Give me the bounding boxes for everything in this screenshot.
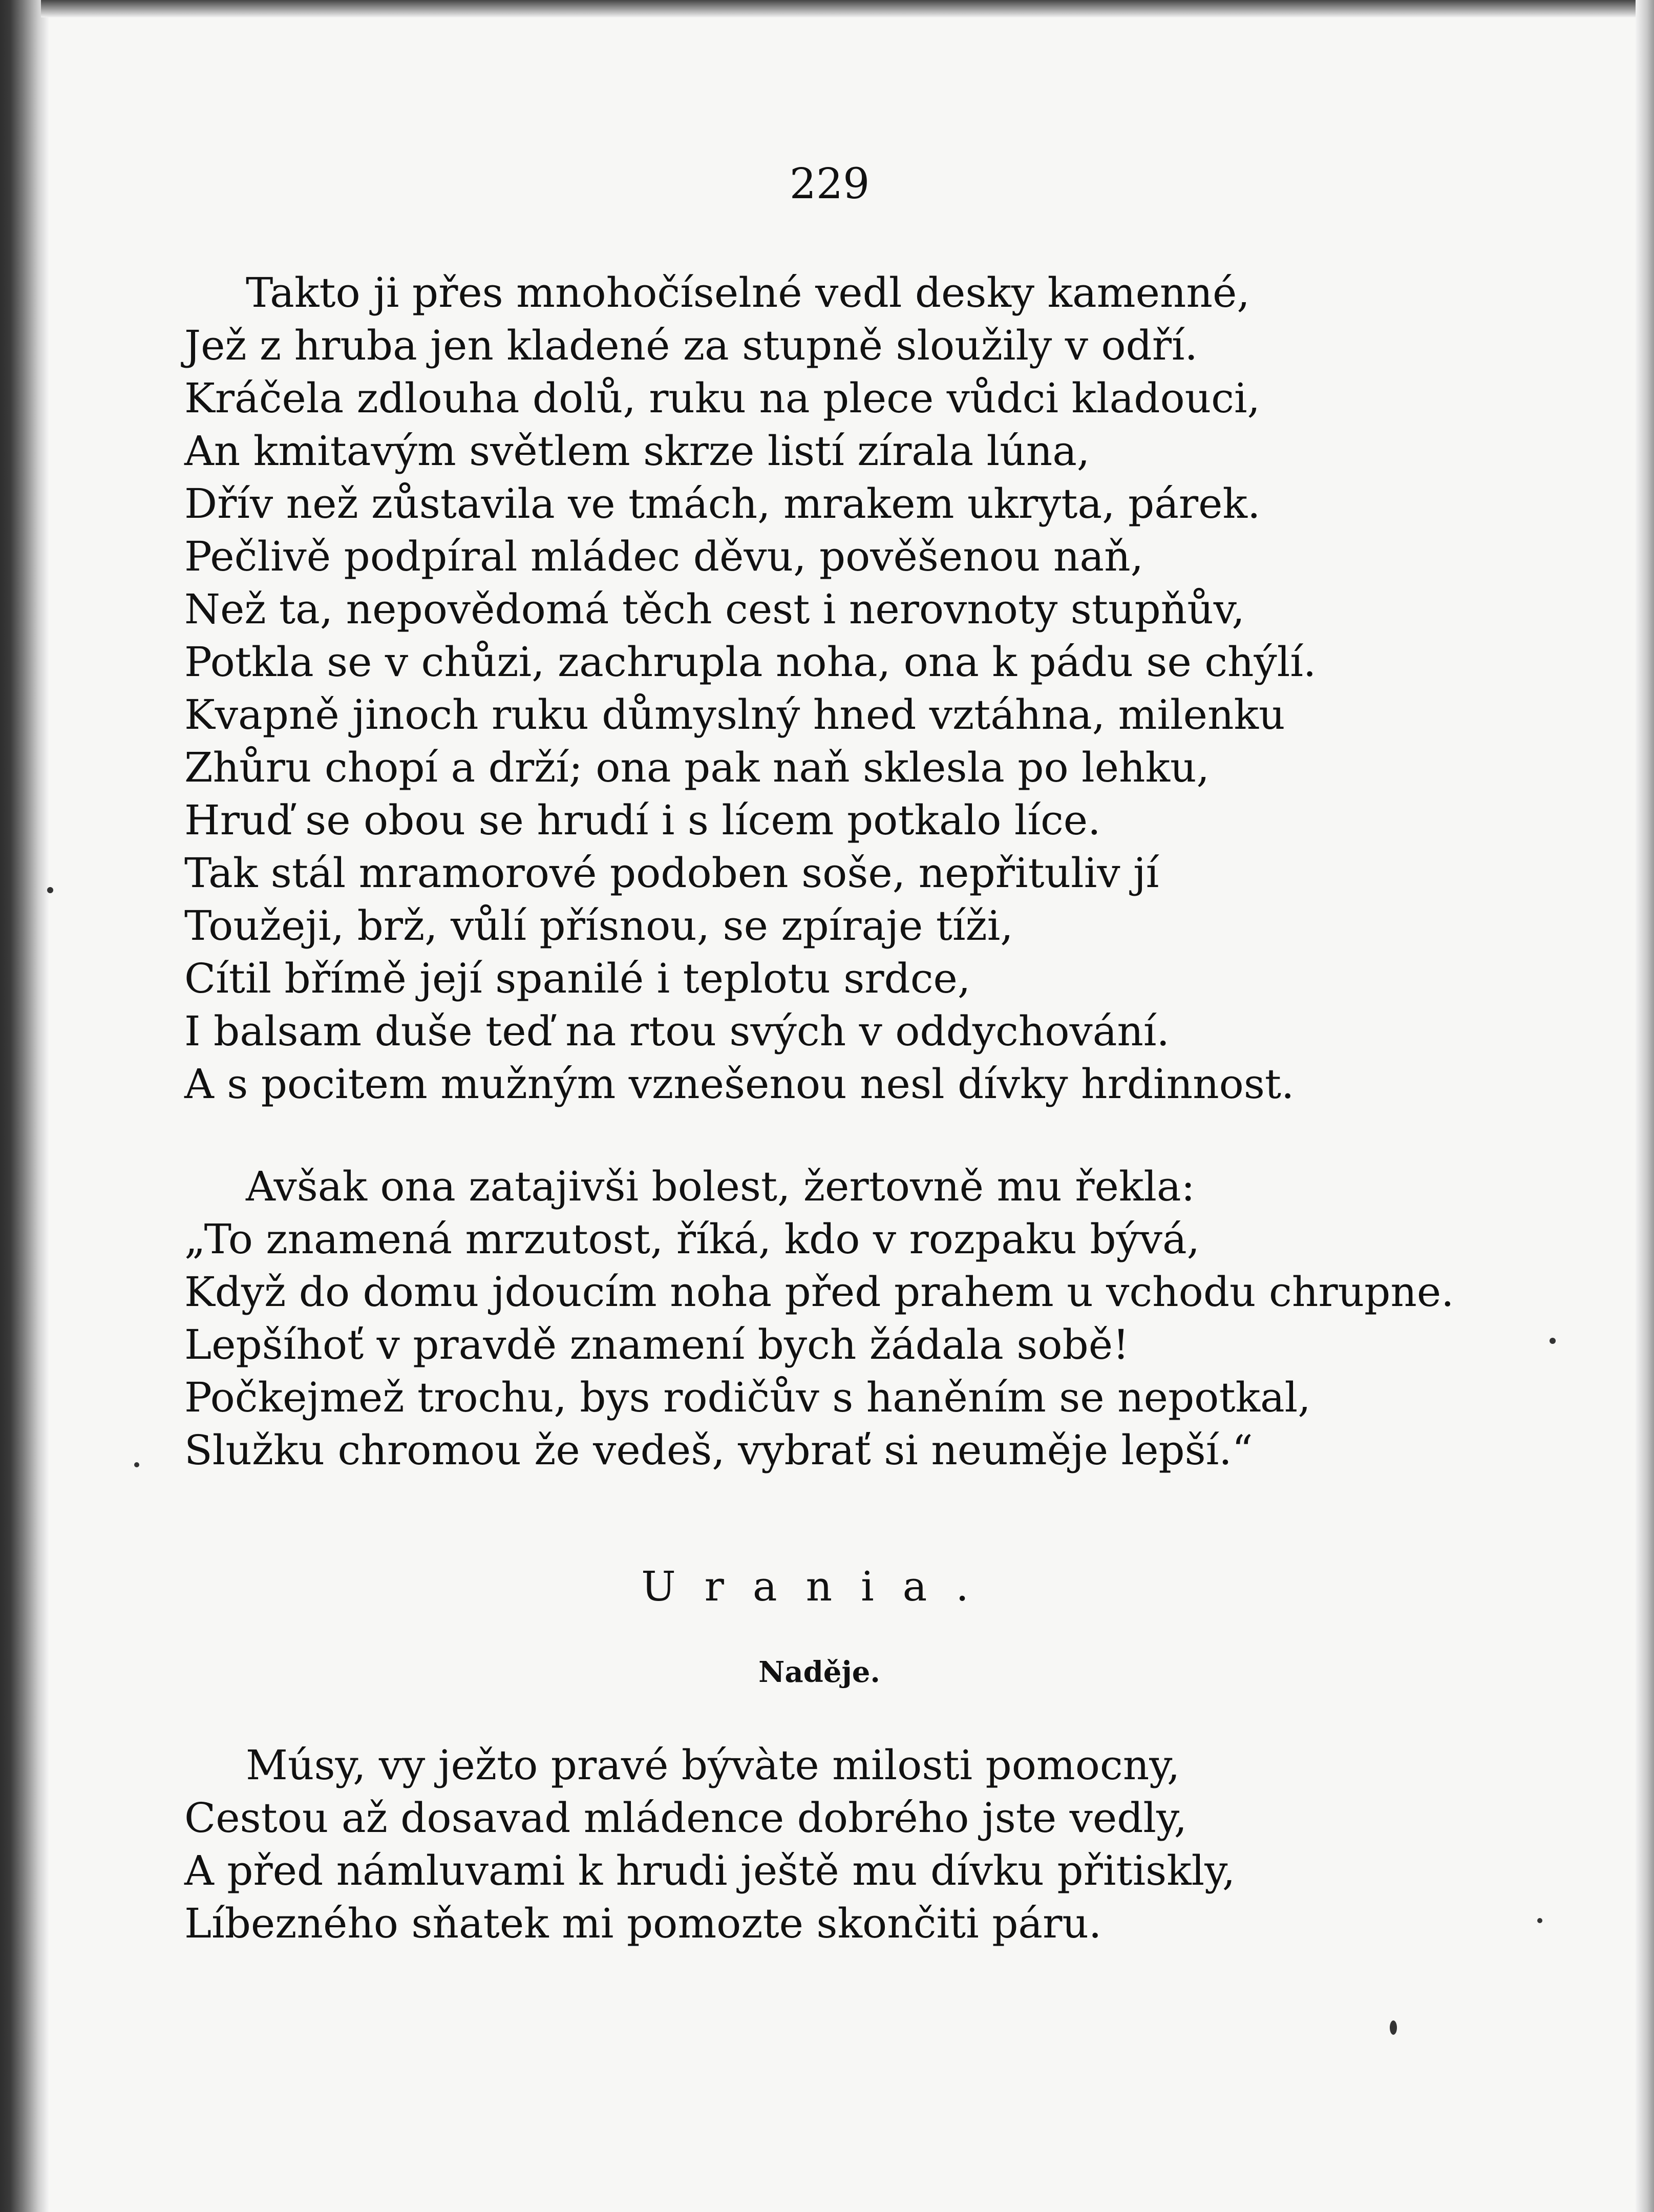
poem-line: Služku chromou že vedeš, vybrať si neuměje lepší.“ <box>184 1426 1253 1474</box>
paper-speck <box>47 887 53 893</box>
poem-line: Kvapně jinoch ruku důmyslný hned vztáhna, milenku <box>184 691 1285 739</box>
poem-line: Když do domu jdoucím noha před prahem u vchodu chrupne. <box>184 1268 1454 1316</box>
poem-line: Počkejmež trochu, bys rodičův s haněním se nepotkal, <box>184 1374 1311 1421</box>
poem-line: Líbezného sňatek mi pomozte skončiti páru. <box>184 1900 1102 1947</box>
poem-line: Takto ji přes mnohočíselné vedl desky kamenné, <box>246 269 1250 317</box>
top-page-edge <box>41 0 1654 17</box>
book-binding-shadow <box>0 0 49 2212</box>
poem-line: Jež z hruba jen kladené za stupně sloužily v odří. <box>184 322 1198 369</box>
poem-line: Toužeji, brž, vůlí přísnou, se zpíraje tíži, <box>184 902 1013 950</box>
right-page-edge <box>1636 0 1654 2212</box>
poem-line: A s pocitem mužným vznešenou nesl dívky hrdinnost. <box>184 1060 1295 1108</box>
poem-line: Potkla se v chůzi, zachrupla noha, ona k pádu se chýlí. <box>184 638 1317 686</box>
poem-line: Lepšíhoť v pravdě znamení bych žádala sobě! <box>184 1321 1130 1368</box>
poem-line: Než ta, nepovědomá těch cest i nerovnoty stupňův, <box>184 585 1245 633</box>
paper-speck <box>134 1462 139 1467</box>
poem-line: Cestou až dosavad mládence dobrého jste vedly, <box>184 1794 1188 1842</box>
poem-line: Cítil břímě její spanilé i teplotu srdce, <box>184 955 971 1002</box>
poem-line: Músy, vy ježto pravé bývàte milosti pomocny, <box>246 1741 1180 1789</box>
poem-line: Dřív než zůstavila ve tmách, mrakem ukryta, párek. <box>184 480 1261 528</box>
poem-line: „To znamená mrzutost, říká, kdo v rozpaku bývá, <box>184 1215 1200 1263</box>
poem-line: Kráčela zdlouha dolů, ruku na plece vůdci kladouci, <box>184 374 1260 422</box>
poem-stanza-3 <box>184 1739 1495 1950</box>
poem-line: A před námluvami k hrudi ještě mu dívku přitiskly, <box>184 1847 1236 1894</box>
poem-line: Tak stál mramorové podoben soše, nepřituliv jí <box>184 849 1159 897</box>
paper-speck <box>1390 2020 1397 2035</box>
poem-line: An kmitavým světlem skrze listí zírala lúna, <box>184 427 1090 475</box>
paper-speck <box>1537 1918 1542 1923</box>
page-number: 229 <box>789 160 870 208</box>
poem-line: Hruď se obou se hrudí i s lícem potkalo líce. <box>184 796 1101 844</box>
paper-speck <box>1550 1338 1556 1344</box>
poem-line: Avšak ona zatajivši bolest, žertovně mu řekla: <box>246 1163 1195 1210</box>
poem-line: Zhůru chopí a drží; ona pak naň sklesla po lehku, <box>184 744 1210 791</box>
section-subtitle: Naděje. <box>758 1655 880 1689</box>
poem-stanza-2 <box>184 1160 1495 1477</box>
poem-stanza-1 <box>184 266 1495 1110</box>
section-title: Urania. <box>641 1563 998 1610</box>
poem-line: I balsam duše teď na rtou svých v oddychování. <box>184 1007 1170 1055</box>
poem-line: Pečlivě podpíral mládec děvu, pověšenou naň, <box>184 533 1144 580</box>
